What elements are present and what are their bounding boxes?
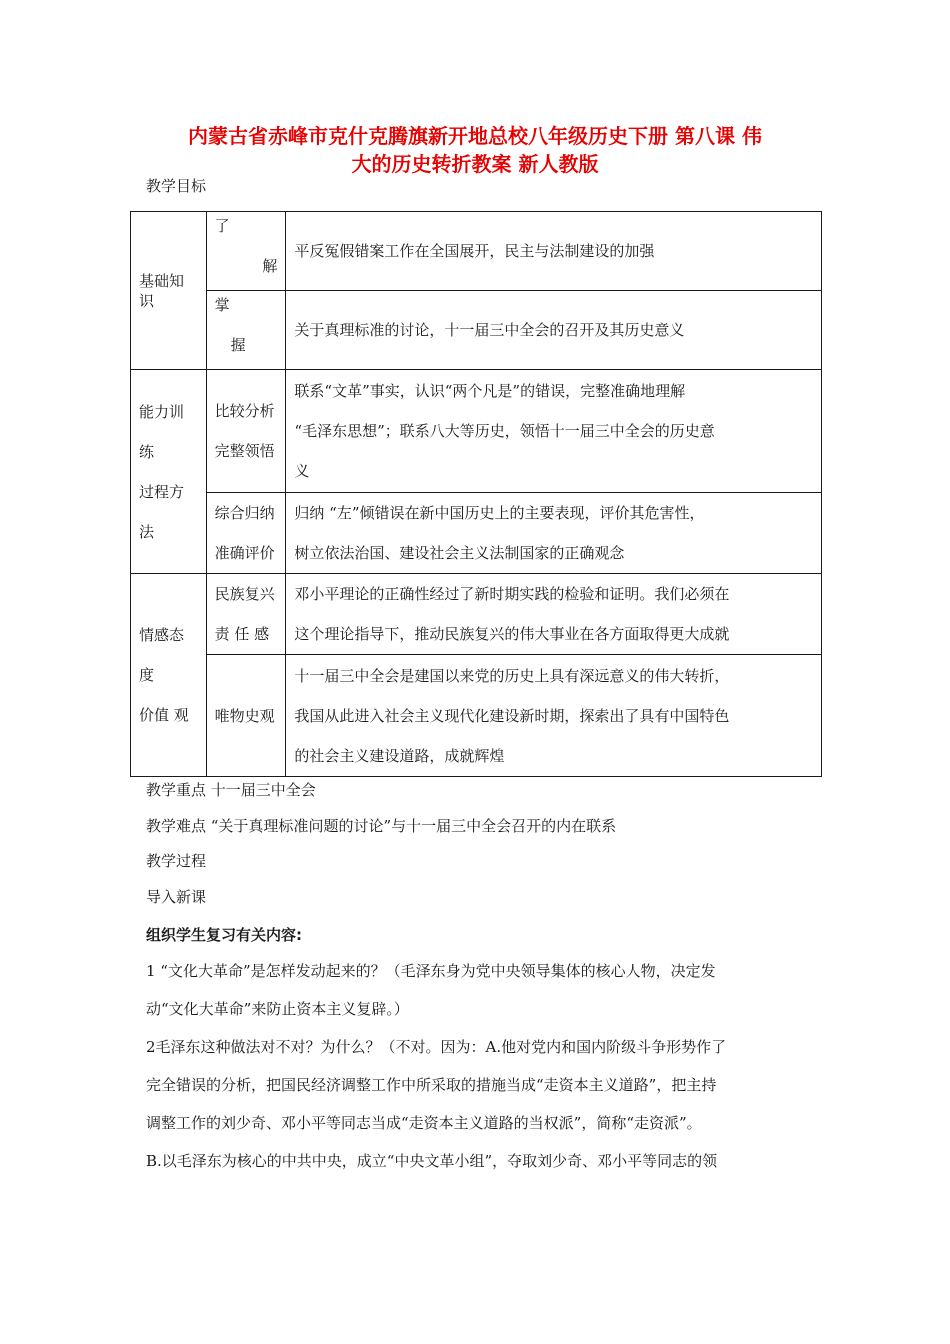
label-understand-a: 了	[214, 217, 230, 235]
category-ability	[131, 370, 207, 574]
label-master	[206, 291, 286, 370]
table-row	[131, 291, 822, 370]
question-1-line-b: 动“文化大革命”来防止资本主义复辟。）	[146, 1000, 409, 1018]
cell-materialism-b: 我国从此进入社会主义现代化建设新时期，探索出了具有中国特色	[294, 706, 730, 725]
table-row	[131, 212, 822, 291]
table-row	[131, 655, 822, 777]
label-revival	[206, 574, 286, 655]
label-summarize	[206, 493, 286, 574]
title-line-2: 大的历史转折教案 新人教版	[351, 152, 599, 176]
title-line-1: 内蒙古省赤峰市克什克腾旗新开地总校八年级历史下册 第八课 伟	[188, 124, 762, 148]
category-attitude	[131, 574, 207, 777]
label-compare	[206, 370, 286, 493]
category-attitude-a: 情感态度	[139, 626, 185, 684]
question-2-line-b: 完全错误的分析，把国民经济调整工作中所采取的措施当成“走资本主义道路”，把主持	[146, 1076, 717, 1094]
question-1	[146, 952, 826, 1028]
category-ability-a: 能力训练	[139, 402, 185, 461]
label-master-b: 握	[230, 336, 246, 354]
cell-materialism-c: 的社会主义建设道路，成就辉煌	[294, 746, 505, 765]
cell-materialism-a: 十一届三中全会是建国以来党的历史上具有深远意义的伟大转折，	[294, 666, 730, 685]
question-2-line-c: 调整工作的刘少奇、邓小平等同志当成“走资本主义道路的当权派”，简称“走资派”。	[146, 1114, 702, 1132]
key-point: 教学重点 十一届三中全会	[146, 781, 316, 799]
cell-compare-c: 义	[294, 462, 310, 480]
goals-heading: 教学目标	[146, 177, 207, 195]
review-heading: 组织学生复习有关内容:	[146, 926, 302, 944]
cell-understand: 平反冤假错案工作在全国展开，民主与法制建设的加强	[286, 212, 822, 291]
question-2	[146, 1028, 826, 1180]
intro-heading: 导入新课	[146, 888, 207, 906]
label-materialism: 唯物史观	[206, 655, 286, 777]
cell-revival	[286, 574, 822, 655]
cell-materialism	[286, 655, 822, 777]
cell-summarize-a: 归纳 “左”倾错误在新中国历史上的主要表现，评价其危害性，	[294, 504, 705, 522]
label-understand	[206, 212, 286, 291]
cell-revival-a: 邓小平理论的正确性经过了新时期实践的检验和证明。我们必须在	[294, 585, 730, 603]
difficulty: 教学难点 “关于真理标准问题的讨论”与十一届三中全会召开的内在联系	[146, 817, 617, 835]
label-understand-b: 解	[262, 257, 278, 275]
label-revival-b: 责 任 感	[214, 625, 270, 643]
cell-master: 关于真理标准的讨论，十一届三中全会的召开及其历史意义	[286, 291, 822, 370]
label-compare-b: 完整领悟	[214, 442, 275, 460]
table-row	[131, 370, 822, 493]
category-basic-knowledge: 基础知识	[131, 212, 207, 370]
question-1-line-a: 1 “文化大革命”是怎样发动起来的？（毛泽东身为党中央领导集体的核心人物，决定发	[146, 962, 716, 980]
cell-summarize	[286, 493, 822, 574]
category-attitude-b: 价值 观	[139, 706, 189, 724]
question-2-line-a: 2毛泽东这种做法对不对？为什么？（不对。因为：A.他对党内和国内阶级斗争形势作了	[146, 1038, 727, 1056]
category-ability-b: 过程方法	[139, 482, 185, 541]
label-summarize-b: 准确评价	[214, 544, 275, 562]
process-heading: 教学过程	[146, 852, 207, 870]
cell-compare	[286, 370, 822, 493]
document-title	[140, 122, 810, 178]
cell-compare-b: “毛泽东思想”；联系八大等历史，领悟十一届三中全会的历史意	[294, 422, 715, 440]
question-2-line-d: B.以毛泽东为核心的中共中央，成立“中央文革小组”，夺取刘少奇、邓小平等同志的领	[146, 1152, 718, 1170]
label-compare-a: 比较分析	[214, 402, 275, 420]
teaching-goals-table	[130, 211, 822, 777]
cell-revival-b: 这个理论指导下，推动民族复兴的伟大事业在各方面取得更大成就	[294, 625, 730, 643]
table-row	[131, 574, 822, 655]
label-master-a: 掌	[214, 296, 230, 314]
label-revival-a: 民族复兴	[214, 585, 275, 603]
cell-summarize-b: 树立依法治国、建设社会主义法制国家的正确观念	[294, 544, 625, 562]
table-row	[131, 493, 822, 574]
cell-compare-a: 联系“文革”事实，认识“两个凡是”的错误，完整准确地理解	[294, 382, 686, 400]
label-summarize-a: 综合归纳	[214, 504, 275, 522]
